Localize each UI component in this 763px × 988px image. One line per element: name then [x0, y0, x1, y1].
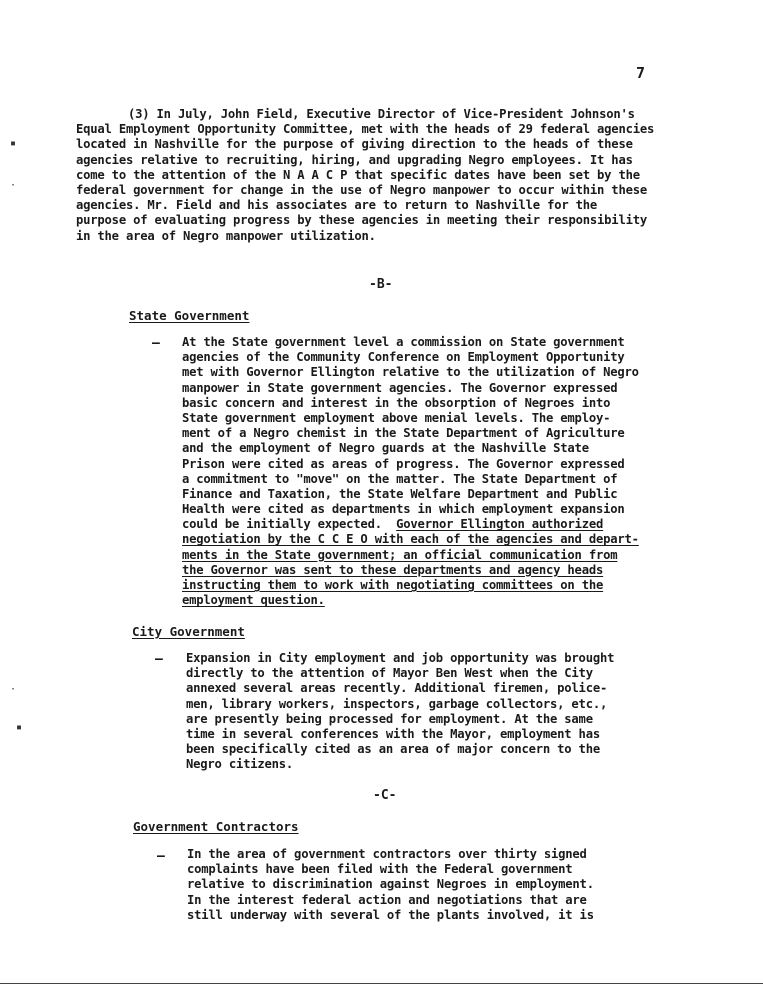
paragraph-line: time in several conferences with the Mayor, employment has — [186, 726, 600, 741]
section-marker-b: -B- — [369, 277, 393, 292]
paragraph-line: In the area of government contractors over thirty signed — [187, 847, 587, 861]
paragraph-line: men, library workers, inspectors, garbage collectors, etc., — [186, 696, 608, 711]
state-government-heading: State Government — [129, 308, 250, 323]
paragraph-line: manpower in State government agencies. The Governor expressed — [182, 380, 618, 395]
paragraph-line: been specifically cited as an area of major concern to the — [186, 742, 600, 757]
paragraph-line: ment of a Negro chemist in the State Department of Agriculture — [182, 426, 625, 441]
government-contractors-paragraph — [187, 847, 594, 923]
paragraph-line: come to the attention of the N A A C P that specific dates have been set by the — [76, 167, 640, 182]
section-marker-c: -C- — [373, 788, 397, 803]
section-3-paragraph — [76, 107, 654, 244]
underlined-line: ments in the State government; an official communication from — [182, 547, 618, 562]
underlined-line: instructing them to work with negotiating committees on the — [182, 578, 604, 592]
paragraph-line: are presently being processed for employment. At the same — [186, 711, 593, 726]
paragraph-line: in the area of Negro manpower utilization. — [76, 228, 376, 243]
underlined-text: Governor Ellington authorized — [396, 517, 604, 532]
government-contractors-heading: Government Contractors — [133, 819, 299, 834]
paragraph-line: agencies. Mr. Field and his associates are to return to Nashville for the — [76, 198, 598, 213]
bullet-dash: — — [157, 849, 165, 864]
paragraph-line: complaints have been filed with the Federal government — [187, 862, 573, 877]
paragraph-line: basic concern and interest in the obsorption of Negroes into — [182, 395, 611, 410]
paragraph-line — [182, 517, 639, 532]
scan-speck: · — [10, 684, 17, 695]
paragraph-line: State government employment above menial levels. The employ- — [182, 410, 611, 425]
bullet-dash: — — [155, 652, 163, 667]
paragraph-line: agencies of the Community Conference on Employment Opportunity — [182, 350, 625, 365]
page-number: 7 — [636, 64, 646, 82]
paragraph-line: (3) In July, John Field, Executive Director of Vice-President Johnson's — [128, 107, 635, 121]
paragraph-line: Expansion in City employment and job opportunity was brought — [186, 651, 615, 665]
paragraph-line: Prison were cited as areas of progress. The Governor expressed — [182, 456, 625, 471]
page-bottom-edge — [0, 983, 763, 984]
paragraph-text: could be initially expected. — [182, 517, 382, 532]
scan-speck: · — [10, 180, 17, 191]
paragraph-line: In the interest federal action and negotiations that are — [187, 892, 587, 907]
paragraph-line: Health were cited as departments in which employment expansion — [182, 502, 625, 517]
paragraph-line: located in Nashville for the purpose of giving direction to the heads of these — [76, 137, 633, 152]
scan-speck: ▪ — [16, 722, 23, 733]
paragraph-line: At the State government level a commission on State government — [182, 335, 625, 349]
paragraph-line: relative to discrimination against Negroes in employment. — [187, 877, 594, 892]
paragraph-line: agencies relative to recruiting, hiring, and upgrading Negro employees. It has — [76, 152, 633, 167]
scan-speck: ▪ — [10, 138, 17, 149]
underlined-line: the Governor was sent to these departments and agency heads — [182, 562, 604, 577]
paragraph-line: annexed several areas recently. Additional firemen, police- — [186, 681, 608, 696]
paragraph-line: purpose of evaluating progress by these agencies in meeting their responsibility — [76, 213, 647, 228]
city-government-heading: City Government — [132, 624, 245, 639]
underlined-line: employment question. — [182, 593, 325, 608]
paragraph-line: still underway with several of the plants involved, it is — [187, 907, 594, 922]
state-government-paragraph — [182, 335, 639, 608]
underlined-line: negotiation by the C C E O with each of the agencies and depart- — [182, 532, 639, 547]
paragraph-line: and the employment of Negro guards at the Nashville State — [182, 441, 589, 456]
paragraph-line: Equal Employment Opportunity Committee, met with the heads of 29 federal agencies — [76, 122, 655, 137]
paragraph-line: Negro citizens. — [186, 757, 294, 772]
city-government-paragraph — [186, 651, 614, 773]
paragraph-line: directly to the attention of Mayor Ben West when the City — [186, 666, 593, 681]
bullet-dash: — — [152, 336, 160, 351]
paragraph-line: met with Governor Ellington relative to the utilization of Negro — [182, 365, 639, 380]
paragraph-line: a commitment to "move" on the matter. The State Department of — [182, 471, 618, 486]
paragraph-line: Finance and Taxation, the State Welfare Department and Public — [182, 486, 618, 501]
paragraph-line: federal government for change in the use of Negro manpower to occur within these — [76, 182, 647, 197]
